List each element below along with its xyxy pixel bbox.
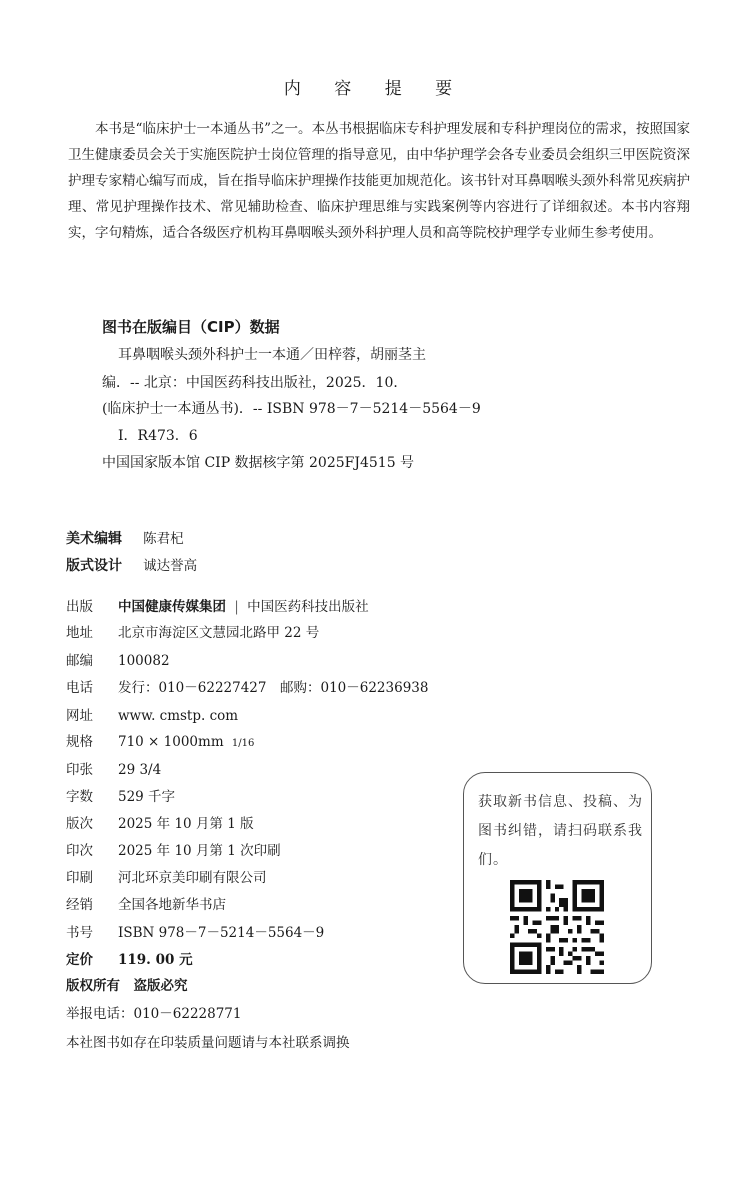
- distributor-label: 经销: [66, 897, 93, 913]
- credit-art-editor: [66, 527, 184, 548]
- format-fraction: 1/16: [231, 738, 255, 749]
- phone-row: [66, 678, 428, 698]
- edition-label: 版次: [66, 816, 93, 832]
- printing-value: 2025 年 10 月第 1 次印刷: [118, 843, 281, 859]
- printer-value: 河北环京美印刷有限公司: [118, 870, 267, 886]
- web-value: www. cmstp. com: [118, 708, 239, 724]
- isbn-label: 书号: [66, 925, 93, 941]
- qr-caption: 获取新书信息、投稿、为图书纠错，请扫码联系我们。: [478, 794, 643, 868]
- cip-heading: 图书在版编目（CIP）数据: [102, 318, 280, 336]
- publisher-row: [66, 597, 369, 617]
- cip-line-1: 耳鼻咽喉头颈外科护士一本通／田梓蓉，胡丽茎主: [118, 347, 426, 363]
- printing-row: [66, 841, 281, 861]
- address-value: 北京市海淀区文慧园北路甲 22 号: [118, 625, 320, 641]
- address-label: 地址: [66, 625, 93, 641]
- report-phone: 举报电话：010－62228771: [66, 1006, 242, 1022]
- words-row: [66, 787, 175, 807]
- edition-row: [66, 814, 254, 834]
- cip-line-5: 中国国家版本馆 CIP 数据核字第 2025FJ4515 号: [102, 455, 415, 471]
- phone-label: 电话: [66, 680, 93, 696]
- summary-paragraph: 本书是“临床护士一本通丛书”之一。本丛书根据临床专科护理发展和专科护理岗位的需求，按照国家卫生健康委员会关于实施医院护士岗位管理的指导意见，由中华护理学会各专业委员会组织三甲医院资深护理专家精心编写而成，旨在指导临床护理操作技能更加规范化。该书针对耳鼻咽喉头颈外科常见疾病护理、常见护理操作技术、常见辅助检查、临床护理思维与实践案例等内容进行了详细叙述。本书内容翔实，字句精炼，适合各级医疗机构耳鼻咽喉头颈外科护理人员和高等院校护理学专业师生参考使用。: [68, 121, 690, 241]
- printer-label: 印刷: [66, 870, 93, 886]
- publisher-name: 中国医药科技出版社: [247, 599, 369, 615]
- publisher-label: 出版: [66, 599, 93, 615]
- printing-label: 印次: [66, 843, 93, 859]
- address-row: [66, 623, 319, 643]
- credit-label: 美术编辑: [66, 531, 122, 547]
- web-row: [66, 706, 238, 726]
- copyright-notice: 版权所有 盗版必究: [66, 978, 188, 994]
- distributor-value: 全国各地新华书店: [118, 897, 226, 913]
- publisher-separator: |: [234, 599, 239, 615]
- postcode-label: 邮编: [66, 653, 93, 669]
- cip-line-2: 编．-- 北京：中国医药科技出版社，2025．10．: [102, 375, 408, 391]
- quality-notice: 本社图书如存在印装质量问题请与本社联系调换: [66, 1035, 350, 1051]
- printer-row: [66, 868, 267, 888]
- words-value: 529 千字: [118, 789, 176, 805]
- words-label: 字数: [66, 789, 93, 805]
- postcode-value: 100082: [118, 653, 170, 669]
- format-label: 规格: [66, 734, 93, 750]
- format-row: [66, 732, 254, 754]
- edition-value: 2025 年 10 月第 1 版: [118, 816, 254, 832]
- format-value: 710 × 1000mm: [118, 734, 224, 750]
- distributor-row: [66, 895, 226, 915]
- credit-value: 陈君杞: [143, 531, 184, 547]
- price-value: 119. 00 元: [118, 952, 193, 968]
- summary-section: [68, 116, 690, 246]
- sheets-label: 印张: [66, 762, 93, 778]
- price-label: 定价: [66, 952, 93, 968]
- credit-layout-design: [66, 554, 197, 575]
- phone-value: 发行：010－62227427 邮购：010－62236938: [118, 680, 429, 696]
- publisher-group: 中国健康传媒集团: [118, 599, 226, 615]
- isbn-row: [66, 923, 324, 943]
- isbn-value: ISBN 978－7－5214－5564－9: [118, 925, 325, 941]
- postcode-row: [66, 651, 170, 671]
- cip-line-3: (临床护士一本通丛书)．-- ISBN 978－7－5214－5564－9: [102, 401, 481, 417]
- sheets-row: [66, 760, 161, 780]
- page-title: 内 容 提 要: [283, 79, 467, 99]
- price-row: [66, 950, 193, 970]
- credit-label: 版式设计: [66, 558, 122, 574]
- credit-value: 诚达誉高: [143, 558, 198, 574]
- web-label: 网址: [66, 708, 93, 724]
- qr-code-icon[interactable]: [510, 880, 604, 974]
- cip-line-4: Ⅰ．R473．6: [118, 428, 198, 444]
- sheets-value: 29 3/4: [118, 762, 162, 778]
